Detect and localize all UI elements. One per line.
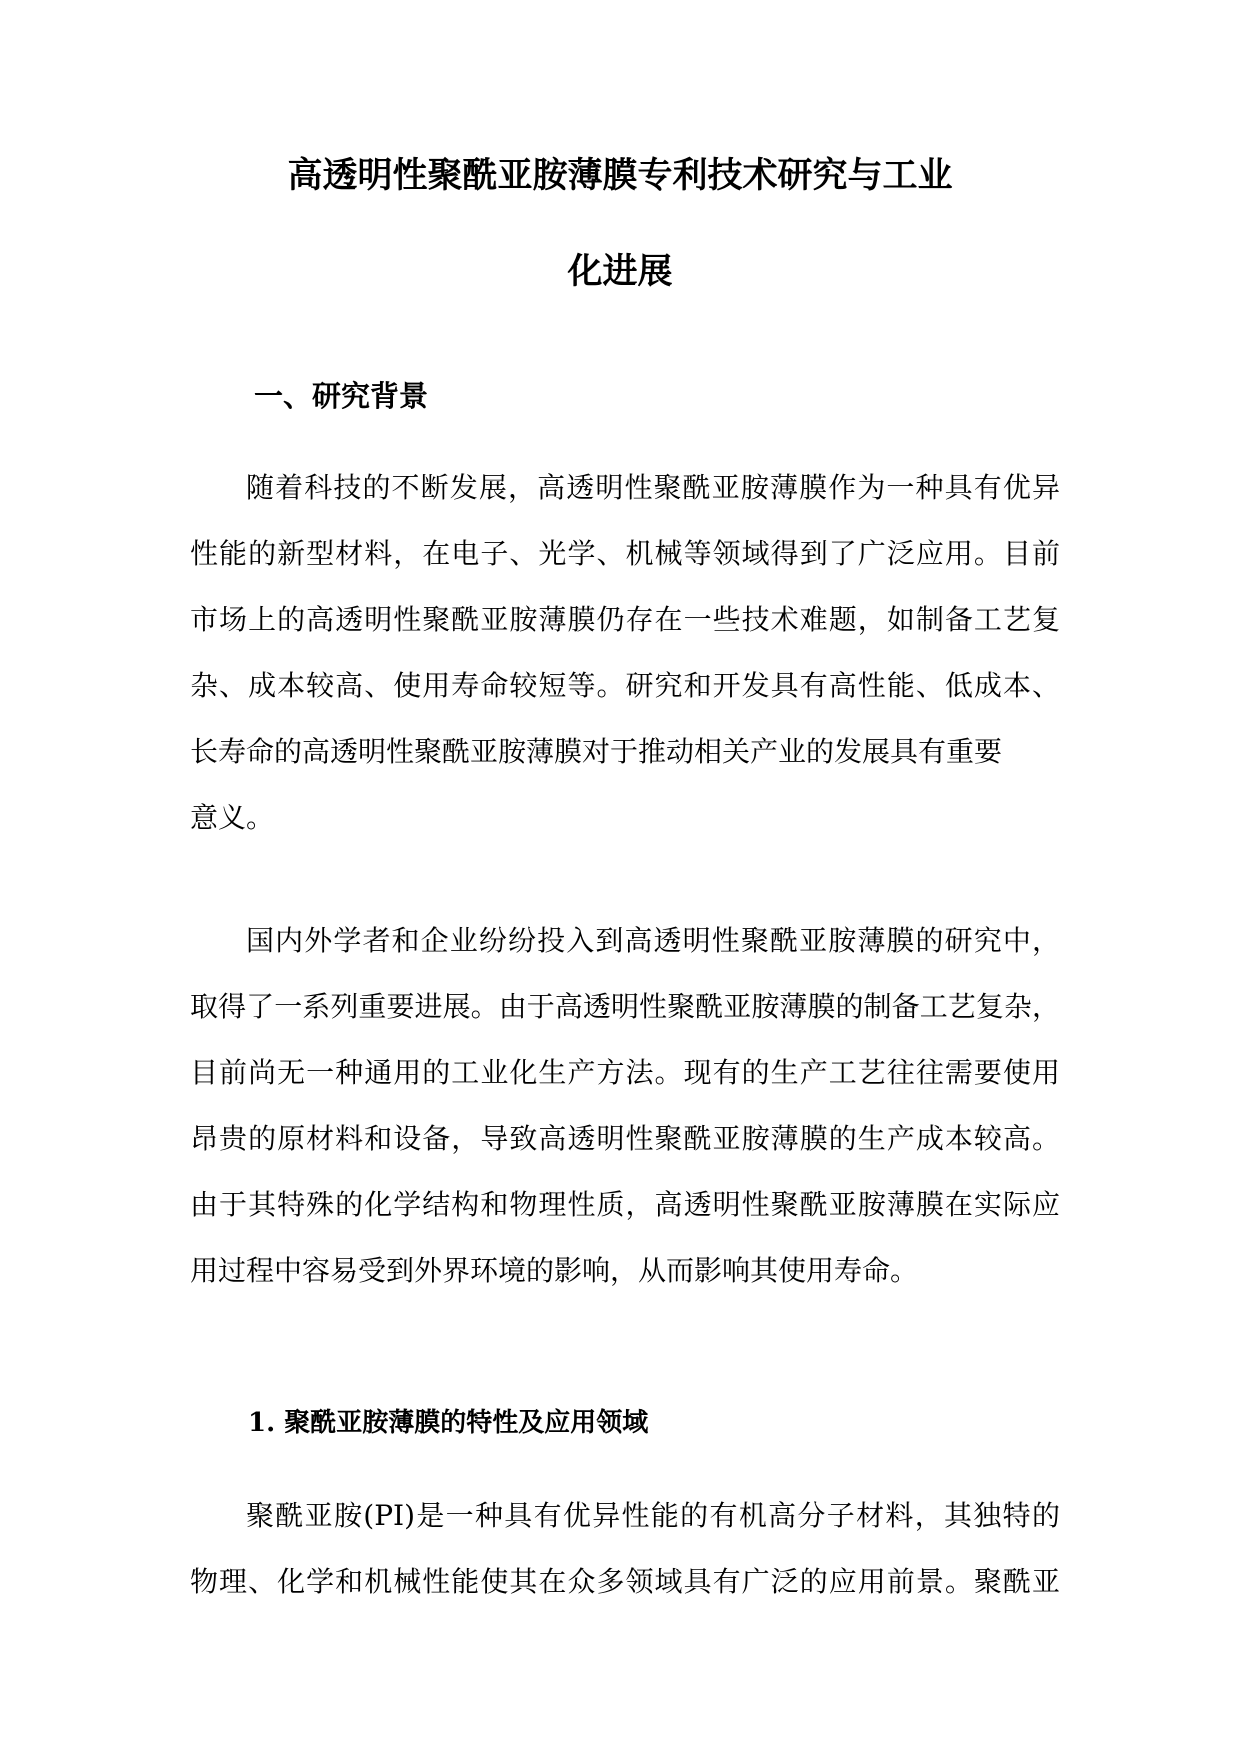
subsection-heading-pi-properties: 1. 聚酰亚胺薄膜的特性及应用领域 [248, 1408, 649, 1438]
paragraph-line: 随着科技的不断发展，高透明性聚酰亚胺薄膜作为一种具有优异 [246, 471, 1060, 504]
paragraph-line: 长寿命的高透明性聚酰亚胺薄膜对于推动相关产业的发展具有重要 [190, 735, 1003, 768]
paragraph-line: 物理、化学和机械性能使其在众多领域具有广泛的应用前景。聚酰亚 [190, 1565, 1060, 1598]
paragraph-line: 取得了一系列重要进展。由于高透明性聚酰亚胺薄膜的制备工艺复杂， [190, 990, 1060, 1023]
paragraph-pi-properties [190, 1483, 1060, 1615]
paragraph-line: 意义。 [190, 801, 275, 834]
paragraph-line: 杂、成本较高、使用寿命较短等。研究和开发具有高性能、低成本、 [190, 669, 1060, 702]
paragraph-background-1 [190, 455, 1060, 851]
paragraph-line: 昂贵的原材料和设备，导致高透明性聚酰亚胺薄膜的生产成本较高。 [190, 1122, 1060, 1155]
document-title-line-2: 化进展 [567, 251, 673, 292]
paragraph-line: 由于其特殊的化学结构和物理性质，高透明性聚酰亚胺薄膜在实际应 [190, 1188, 1060, 1221]
paragraph-line: 用过程中容易受到外界环境的影响，从而影响其使用寿命。 [190, 1254, 919, 1287]
paragraph-line: 市场上的高透明性聚酰亚胺薄膜仍存在一些技术难题，如制备工艺复 [190, 603, 1060, 636]
section-heading-research-background: 一、研究背景 [254, 379, 429, 413]
paragraph-line: 聚酰亚胺(PI)是一种具有优异性能的有机高分子材料，其独特的 [246, 1499, 1060, 1532]
paragraph-line: 目前尚无一种通用的工业化生产方法。现有的生产工艺往往需要使用 [190, 1056, 1060, 1089]
paragraph-line: 国内外学者和企业纷纷投入到高透明性聚酰亚胺薄膜的研究中， [246, 924, 1060, 957]
paragraph-line: 性能的新型材料，在电子、光学、机械等领域得到了广泛应用。目前 [190, 537, 1060, 570]
paragraph-background-2 [190, 908, 1060, 1304]
document-title-line-1: 高透明性聚酰亚胺薄膜专利技术研究与工业 [287, 155, 953, 196]
